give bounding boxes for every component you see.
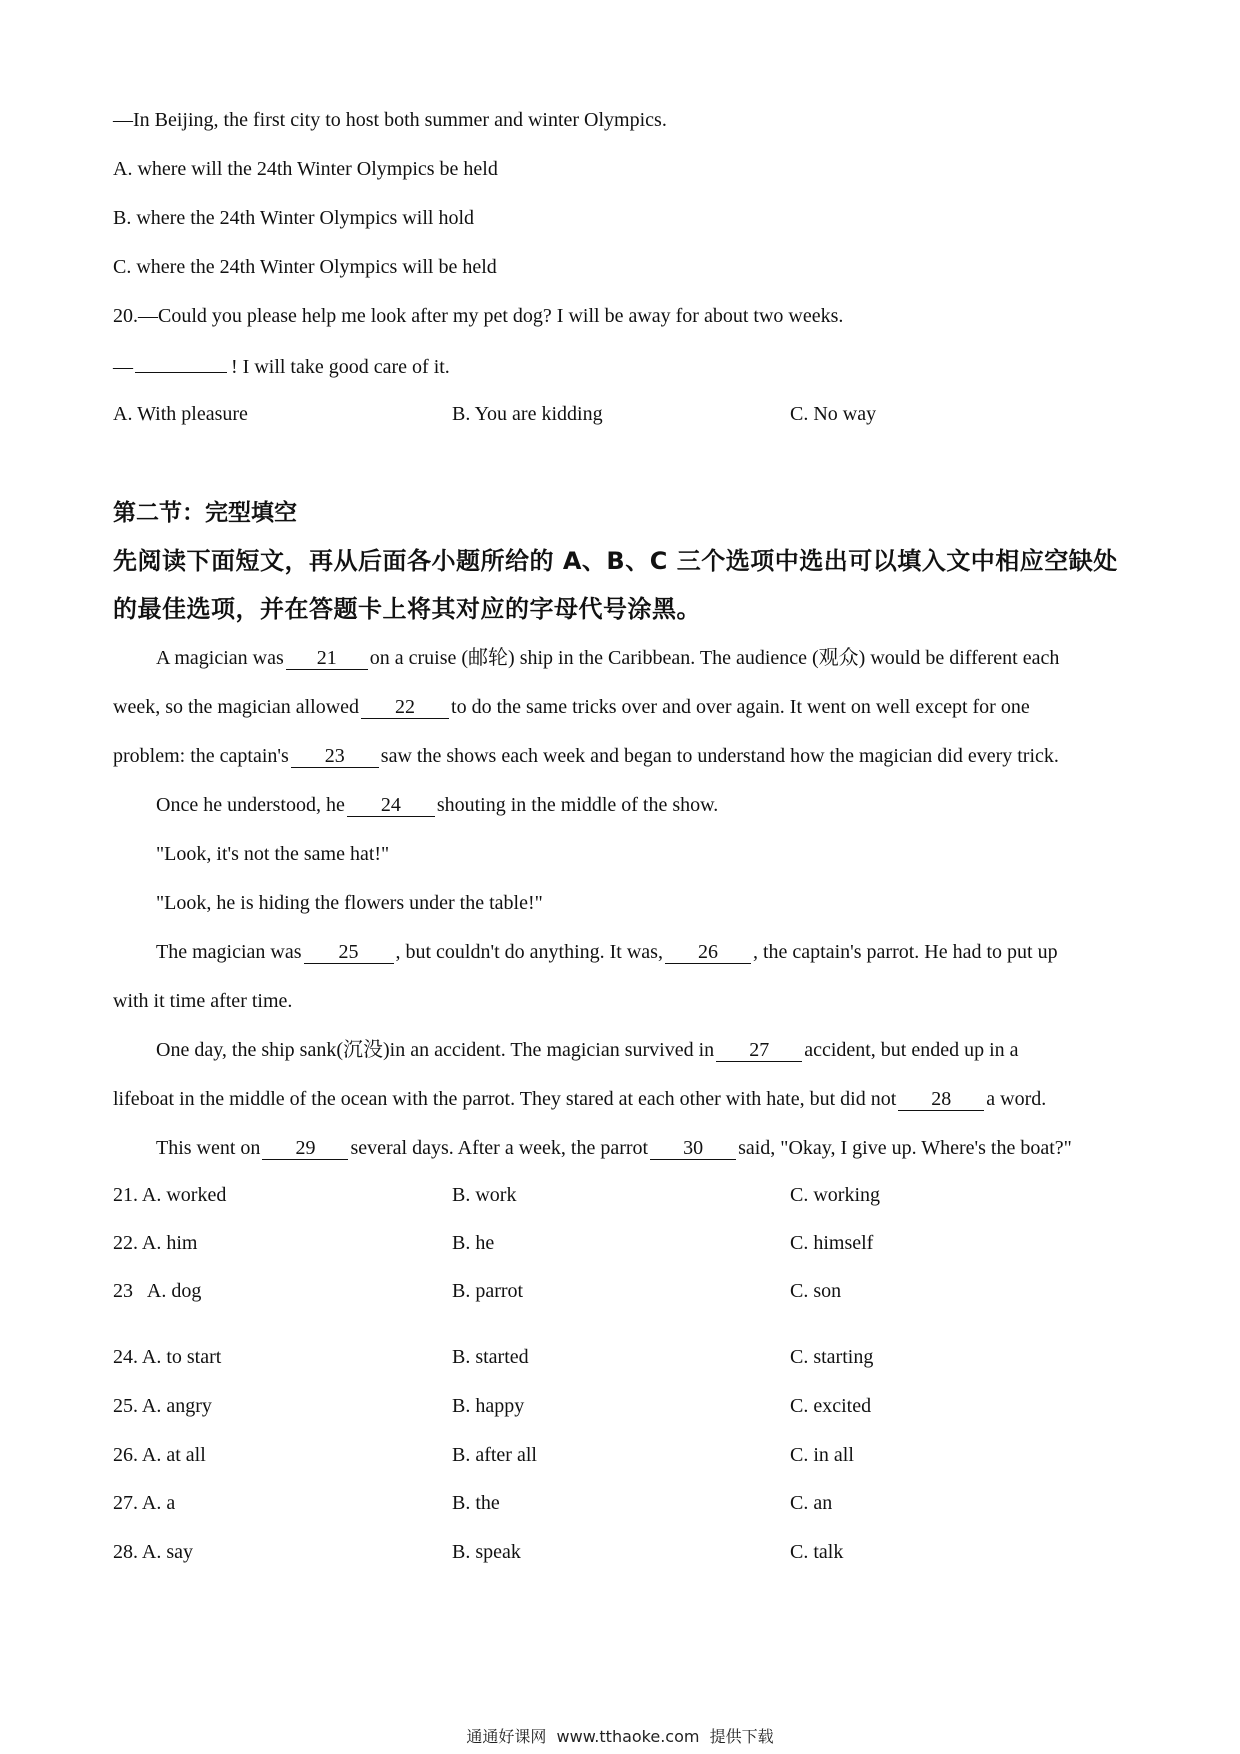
choice-24-a: 24. A. to start (113, 1346, 222, 1368)
q20-reply-suffix: ! I will take good care of it. (231, 356, 450, 378)
q19-option-b: B. where the 24th Winter Olympics will hold (113, 207, 474, 229)
passage-text: on a cruise (邮轮) ship in the Caribbean. The audience (观众) would be different each (369, 647, 1060, 669)
passage-text: A magician was (156, 647, 284, 669)
choice-24-b: B. started (452, 1346, 529, 1368)
passage-text: problem: the captain's (113, 745, 289, 767)
q19-option-c: C. where the 24th Winter Olympics will be held (113, 256, 497, 278)
passage-text: , but couldn't do anything. It was, (395, 941, 663, 963)
passage-line (113, 1086, 1046, 1112)
passage-text: accident, but ended up in a (804, 1039, 1019, 1061)
page-footer: 通通好课网 www.tthaoke.com 提供下载 (466, 1727, 774, 1746)
blank-25: 25 (304, 941, 394, 964)
choice-27-b: B. the (452, 1492, 500, 1514)
q20-option-c: C. No way (790, 403, 877, 425)
passage-line (156, 1135, 1072, 1161)
section-instruction-line2: 的最佳选项，并在答题卡上将其对应的字母代号涂黑。 (113, 595, 701, 623)
choice-26-c: C. in all (790, 1444, 854, 1466)
blank-23: 23 (291, 745, 379, 768)
blank-24: 24 (347, 794, 435, 817)
passage-text: said, "Okay, I give up. Where's the boat?" (738, 1137, 1072, 1159)
section-instruction-line1: 先阅读下面短文，再从后面各小题所给的 A、B、C 三个选项中选出可以填入文中相应空缺处 (113, 547, 1118, 575)
blank-27: 27 (716, 1039, 802, 1062)
choice-22-a: 22. A. him (113, 1232, 198, 1254)
q20-option-a: A. With pleasure (113, 403, 248, 425)
section-title: 第二节：完型填空 (113, 500, 297, 526)
passage-line (156, 939, 1058, 965)
passage-text: One day, the ship sank(沉没)in an accident. The magician survived in (156, 1039, 715, 1061)
choice-28-b: B. speak (452, 1541, 521, 1563)
choice-27-c: C. an (790, 1492, 833, 1514)
choice-27-a: 27. A. a (113, 1492, 176, 1514)
choice-28-a: 28. A. say (113, 1541, 193, 1563)
passage-text: lifeboat in the middle of the ocean with the parrot. They stared at each other with hate, but did not (113, 1088, 897, 1110)
passage-line (113, 694, 1030, 720)
choice-21-b: B. work (452, 1184, 517, 1206)
passage-text: saw the shows each week and began to understand how the magician did every trick. (380, 745, 1059, 767)
q20-reply-prefix: — (113, 356, 133, 378)
blank-29: 29 (262, 1137, 348, 1160)
blank-21: 21 (286, 647, 368, 670)
choice-22-c: C. himself (790, 1232, 874, 1254)
passage-text: This went on (156, 1137, 261, 1159)
passage-line: "Look, it's not the same hat!" (156, 843, 390, 865)
blank-30: 30 (650, 1137, 736, 1160)
q20-option-b: B. You are kidding (452, 403, 603, 425)
blank-28: 28 (898, 1088, 984, 1111)
q19-answer-line: —In Beijing, the first city to host both summer and winter Olympics. (113, 109, 667, 131)
choice-24-c: C. starting (790, 1346, 874, 1368)
q20-question: 20.—Could you please help me look after my pet dog? I will be away for about two weeks. (113, 305, 844, 327)
choice-26-a: 26. A. at all (113, 1444, 206, 1466)
passage-line: with it time after time. (113, 990, 293, 1012)
choice-28-c: C. talk (790, 1541, 844, 1563)
passage-text: The magician was (156, 941, 302, 963)
choice-21-a: 21. A. worked (113, 1184, 227, 1206)
blank-26: 26 (665, 941, 751, 964)
choice-25-c: C. excited (790, 1395, 872, 1417)
passage-text: shouting in the middle of the show. (436, 794, 719, 816)
choice-23-a: 23 A. dog (113, 1280, 202, 1302)
passage-text: Once he understood, he (156, 794, 345, 816)
passage-line (156, 645, 1059, 671)
choice-21-c: C. working (790, 1184, 880, 1206)
choice-23-b: B. parrot (452, 1280, 524, 1302)
passage-line (156, 1037, 1019, 1063)
choice-25-a: 25. A. angry (113, 1395, 212, 1417)
passage-text: week, so the magician allowed (113, 696, 360, 718)
passage-line (156, 792, 718, 818)
q20-blank (135, 352, 227, 373)
q20-reply (113, 352, 450, 380)
choice-23-c: C. son (790, 1280, 842, 1302)
passage-text: a word. (986, 1088, 1047, 1110)
passage-text: to do the same tricks over and over again. It went on well except for one (451, 696, 1030, 718)
choice-22-b: B. he (452, 1232, 495, 1254)
passage-text: several days. After a week, the parrot (350, 1137, 649, 1159)
choice-25-b: B. happy (452, 1395, 525, 1417)
passage-line (113, 743, 1059, 769)
choice-26-b: B. after all (452, 1444, 537, 1466)
passage-line: "Look, he is hiding the flowers under the table!" (156, 892, 543, 914)
blank-22: 22 (361, 696, 449, 719)
passage-text: , the captain's parrot. He had to put up (752, 941, 1058, 963)
q19-option-a: A. where will the 24th Winter Olympics be held (113, 158, 498, 180)
